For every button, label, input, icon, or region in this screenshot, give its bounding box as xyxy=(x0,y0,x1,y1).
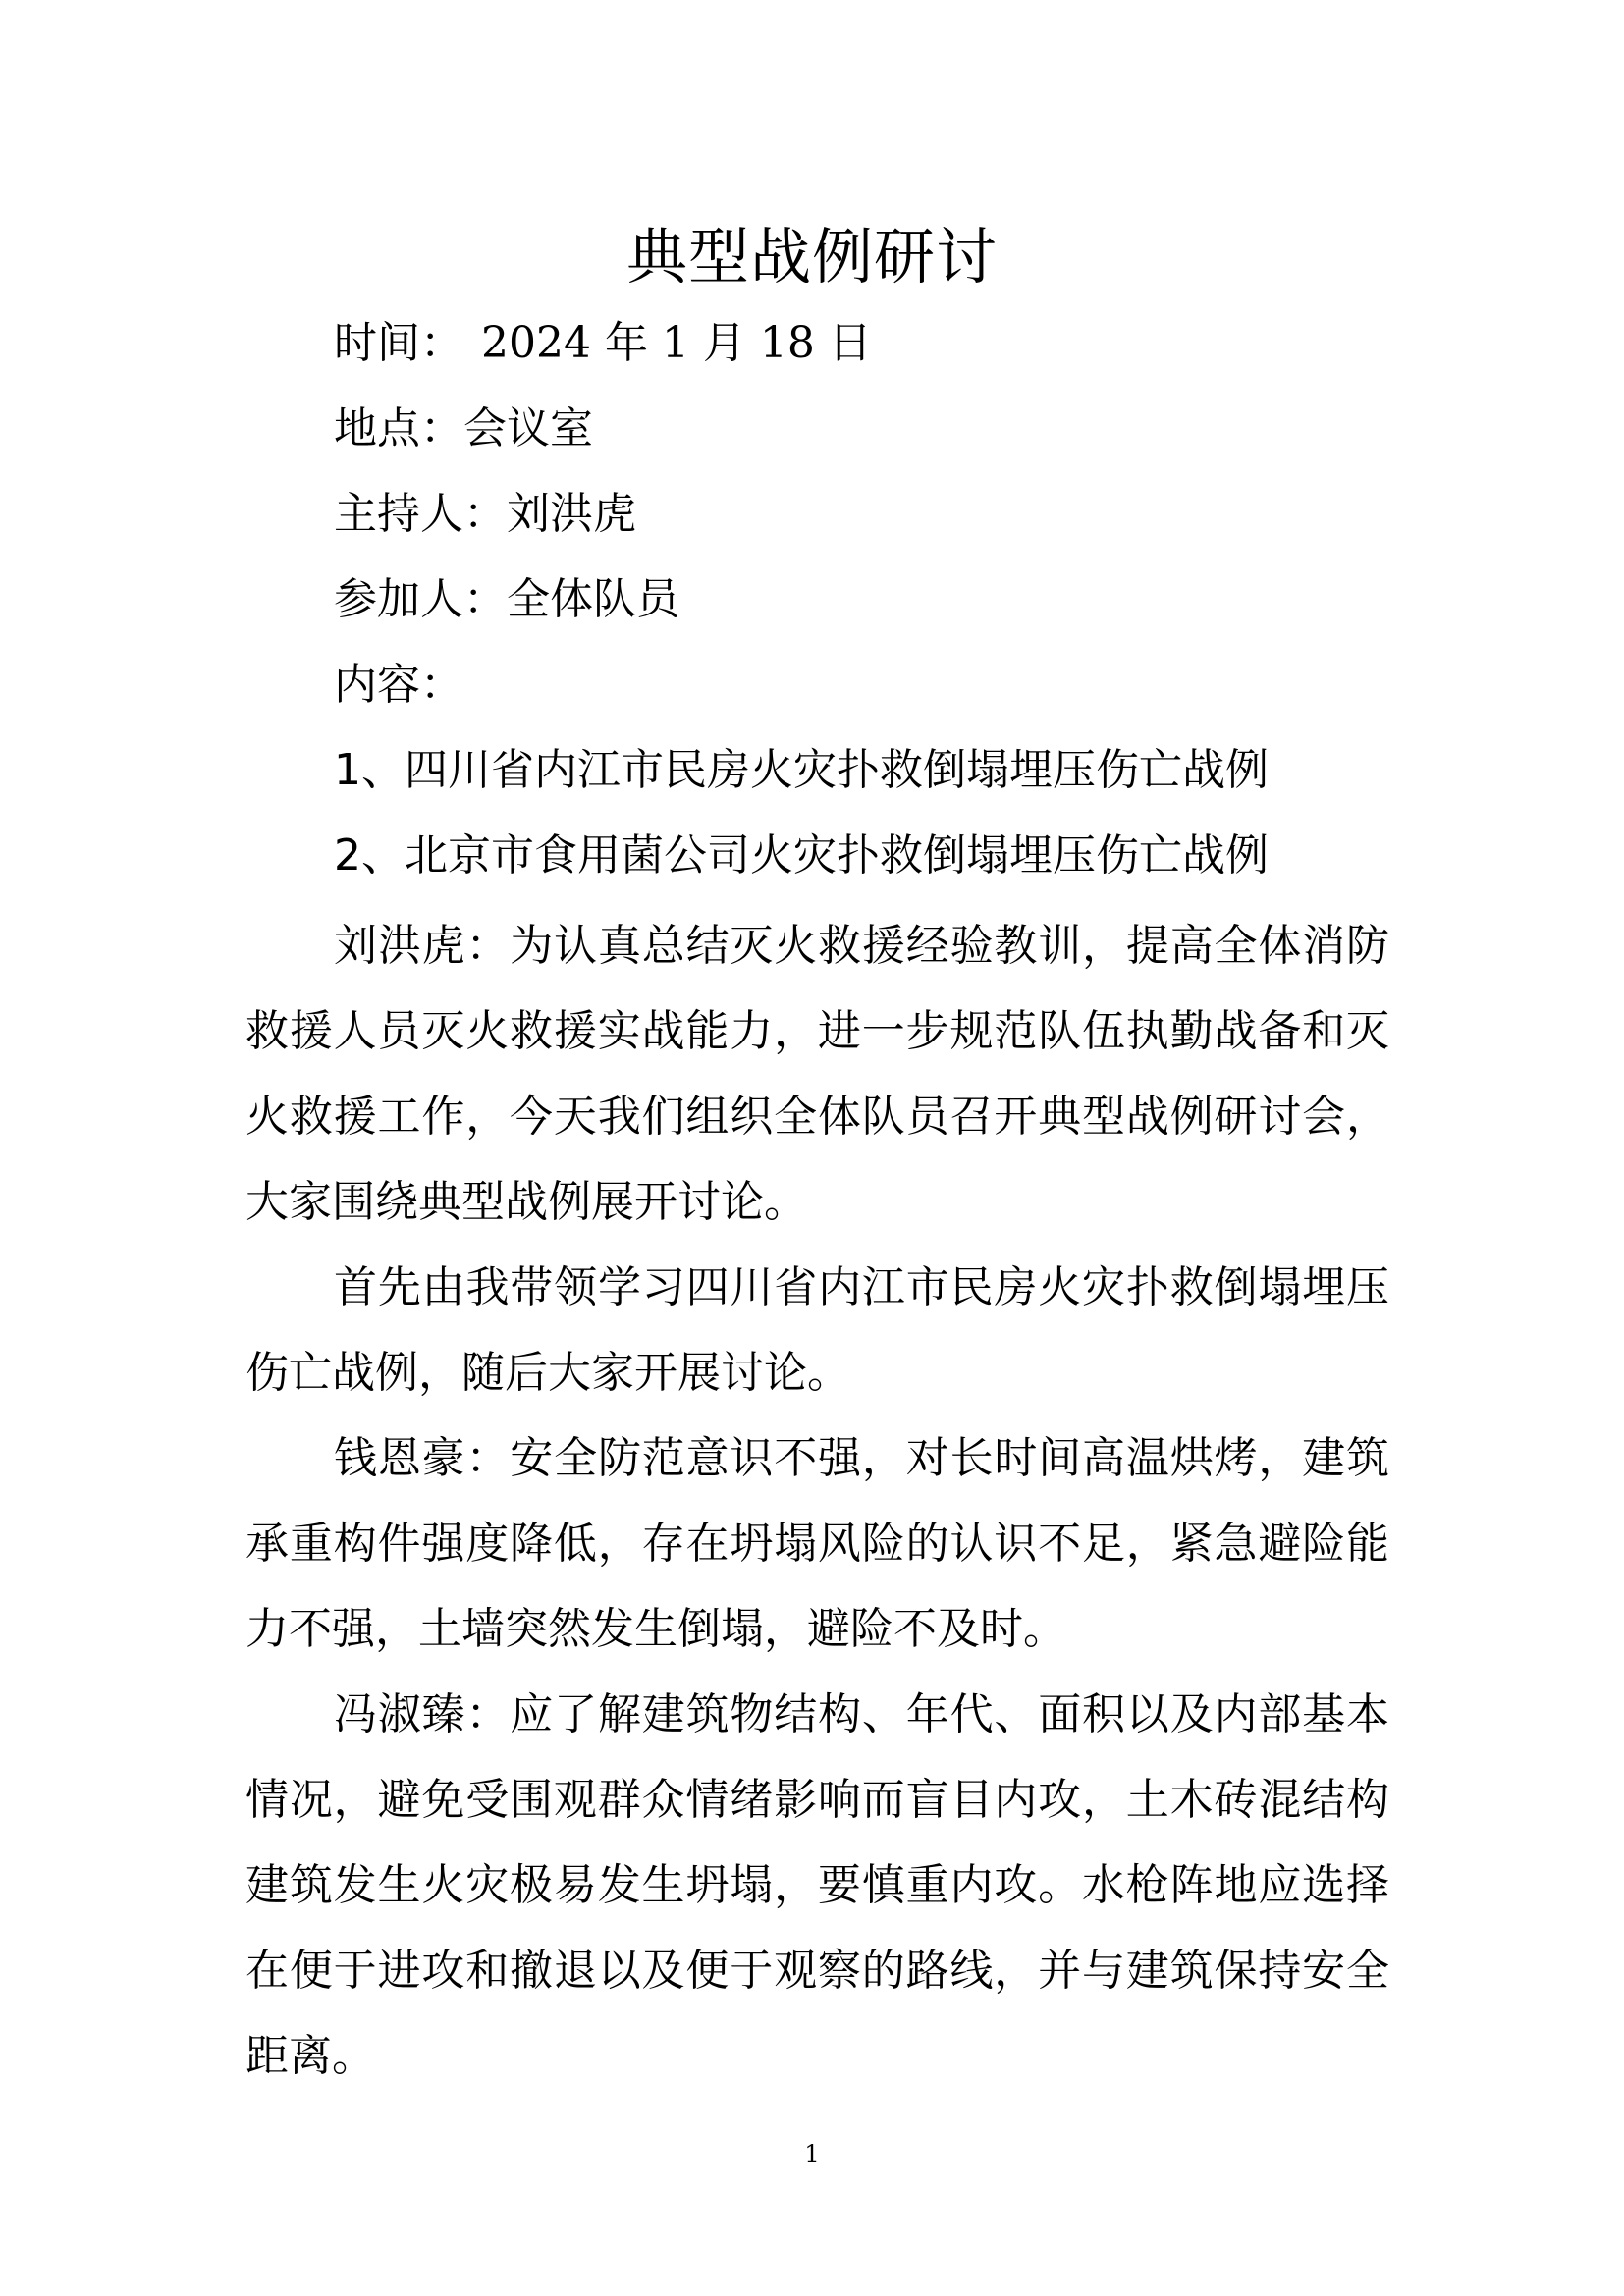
paragraph: 冯淑臻：应了解建筑物结构、年代、面积以及内部基本情况，避免受围观群众情绪影响而盲目内攻，土木砖混结构建筑发生火灾极易发生坍塌，要慎重内攻。水枪阵地应选择在便于进攻和撤退以及便于观察的路线，并与建筑保持安全距离。 xyxy=(245,1689,1389,2081)
time-label: 时间： xyxy=(334,318,463,368)
place-value: 会议室 xyxy=(463,403,593,454)
discussion-body xyxy=(245,903,1389,2099)
time-value: 2024 年 1 月 18 日 xyxy=(481,318,872,368)
attendees-value: 全体队员 xyxy=(507,574,679,624)
content-label: 内容： xyxy=(334,660,463,710)
meta-time xyxy=(334,314,1414,373)
meta-place xyxy=(334,400,1414,458)
meta-attendees xyxy=(334,570,1414,629)
paragraph: 首先由我带领学习四川省内江市民房火灾扑救倒塌埋压伤亡战例，随后大家开展讨论。 xyxy=(245,1262,1389,1398)
host-label: 主持人： xyxy=(334,489,507,539)
page-number: 1 xyxy=(804,2140,820,2167)
paragraph: 刘洪虎：为认真总结灭火救援经验教训，提高全体消防救援人员灭火救援实战能力，进一步规范队伍执勤战备和灭火救援工作，今天我们组织全体队员召开典型战例研讨会，大家围绕典型战例展开讨论。 xyxy=(245,921,1389,1227)
agenda-item: 2、北京市食用菌公司火灾扑救倒塌埋压伤亡战例 xyxy=(334,830,1269,881)
meta-host xyxy=(334,485,1414,544)
agenda-item: 1、四川省内江市民房火灾扑救倒塌埋压伤亡战例 xyxy=(334,745,1269,795)
attendees-label: 参加人： xyxy=(334,574,507,624)
paragraph: 钱恩豪：安全防范意识不强，对长时间高温烘烤，建筑承重构件强度降低，存在坍塌风险的认识不足，紧急避险能力不强，土墙突然发生倒塌，避险不及时。 xyxy=(245,1433,1389,1654)
place-label: 地点： xyxy=(334,403,463,454)
document-title: 典型战例研讨 xyxy=(625,221,998,293)
host-value: 刘洪虎 xyxy=(507,489,636,539)
meta-content xyxy=(334,656,1414,715)
